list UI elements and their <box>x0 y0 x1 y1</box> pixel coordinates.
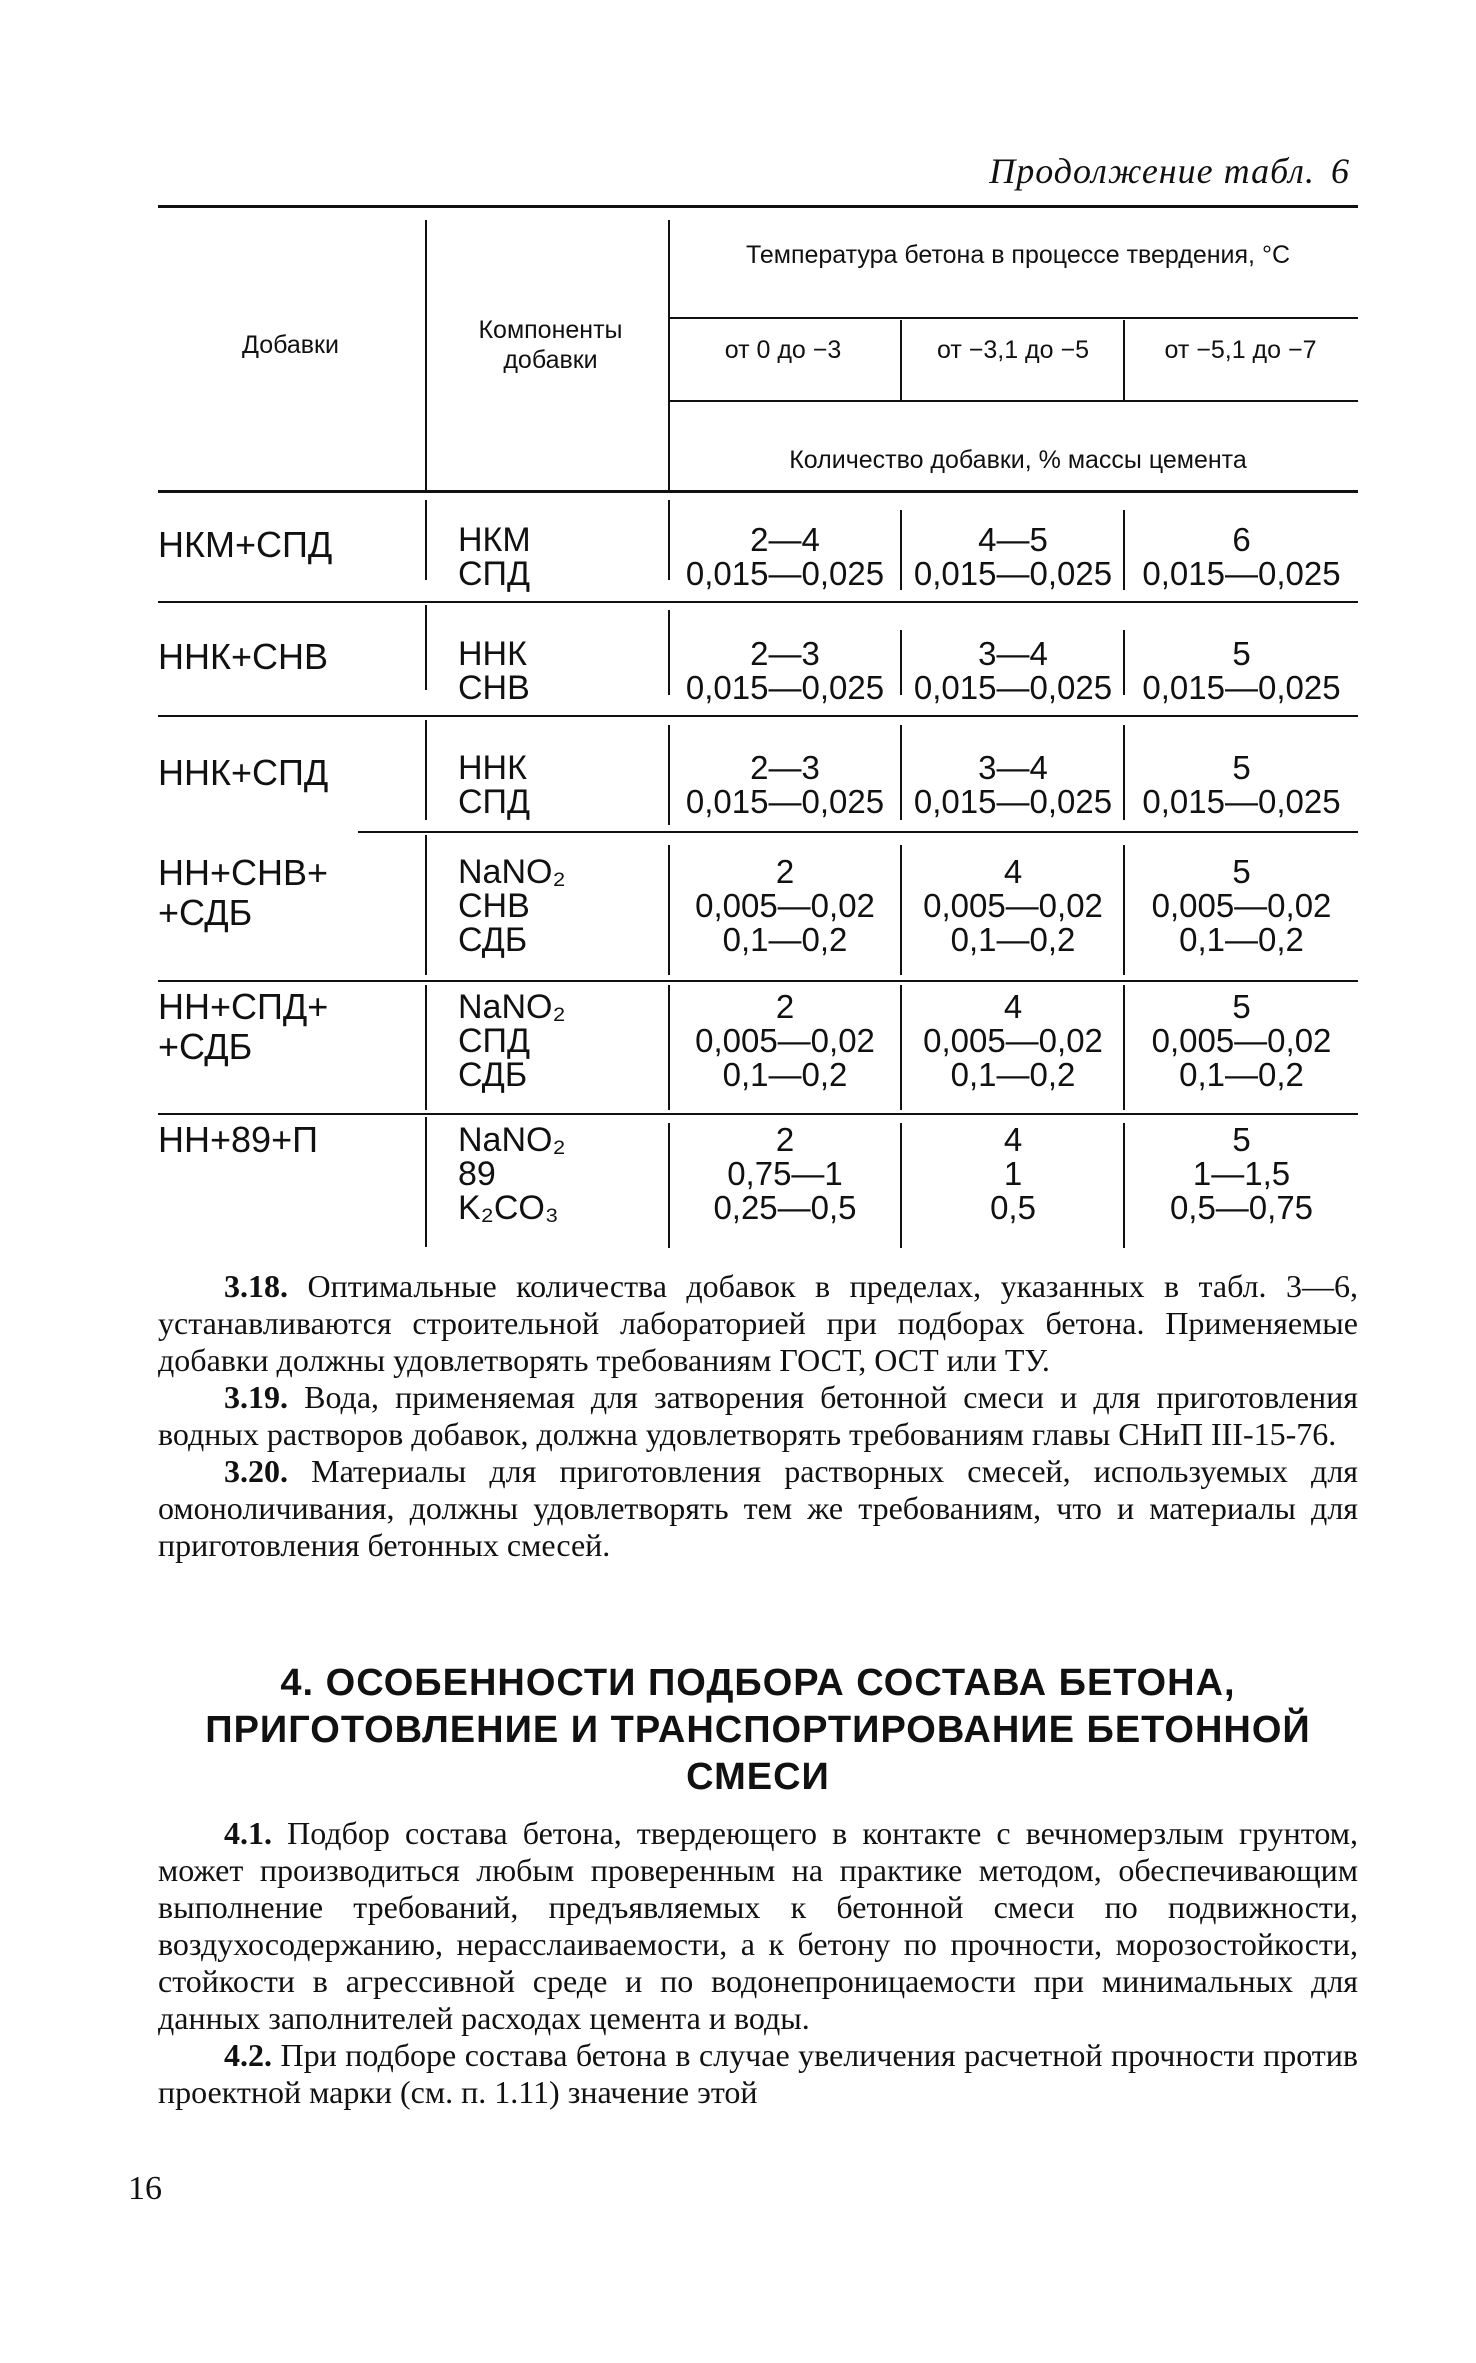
row-3-name: ННК+СПД <box>158 752 329 793</box>
table-number: 6 <box>1331 151 1350 191</box>
row-2-components: ННК СНВ <box>458 635 530 707</box>
row-3-col-2: 3—4 0,015—0,025 <box>913 749 1113 820</box>
row-1-col-2: 4—5 0,015—0,025 <box>913 521 1113 592</box>
temperature-header: Температура бетона в процессе твердения, °С <box>746 241 1290 269</box>
row-4-name: НН+СНВ+ +СДБ <box>158 852 329 933</box>
row-2-name: ННК+СНВ <box>158 636 328 677</box>
section-4-title: 4. ОСОБЕННОСТИ ПОДБОРА СОСТАВА БЕТОНА, ПРИГОТОВЛЕНИЕ И ТРАНСПОРТИРОВАНИЕ БЕТОННОЙ СМЕСИ <box>205 1662 1311 1798</box>
table-continuation-caption <box>940 150 1350 192</box>
row-6-col-1: 2 0,75—1 0,25—0,5 <box>713 1121 857 1226</box>
row-3-col-1: 2—3 0,015—0,025 <box>685 749 885 820</box>
paragraph-4-2: 4.2. При подборе состава бетона в случае увеличения расчетной прочности против проектной марки (см. п. 1.11) значение этой <box>158 2037 1359 2110</box>
row-2-col-3: 5 0,015—0,025 <box>1142 635 1341 706</box>
row-3-components: ННК СПД <box>458 749 531 821</box>
row-6-components: NaNO₂ 89 K₂CO₃ <box>458 1121 566 1227</box>
paragraph-4-1: 4.1. Подбор состава бетона, твердеющего в контакте с вечномерзлым грунтом, может производиться любым проверенным на практике методом, обеспечивающим выполнение требований, предъявляемых к бетонной смеси по подвижности, воздухосодержанию, нерасслаиваемости, а к бетону по прочности, морозостойкости, стойкости в агрессивной среде и по водонепроницаемости при минимальных для данных заполнителей расходах цемента и воды. <box>158 1815 1359 2036</box>
row-4-col-1: 2 0,005—0,02 0,1—0,2 <box>695 853 875 958</box>
col-header-additives: Добавки <box>242 331 339 359</box>
row-2-col-2: 3—4 0,015—0,025 <box>913 635 1113 706</box>
temp-range-3: от −5,1 до −7 <box>1164 336 1317 364</box>
row-5-components: NaNO₂ СПД СДБ <box>458 988 566 1094</box>
paragraph-3-19: 3.19. Вода, применяемая для затворения бетонной смеси и для приготовления водных растворов добавок, должна удовлетворять требованиям главы СНиП III-15-76. <box>158 1379 1359 1452</box>
row-4-col-2: 4 0,005—0,02 0,1—0,2 <box>923 853 1103 958</box>
row-5-name: НН+СПД+ +СДБ <box>158 986 329 1067</box>
row-1-col-3: 6 0,015—0,025 <box>1142 521 1341 592</box>
row-3-col-3: 5 0,015—0,025 <box>1142 749 1341 820</box>
row-5-col-2: 4 0,005—0,02 0,1—0,2 <box>923 988 1103 1093</box>
amount-header: Количество добавки, % массы цемента <box>789 446 1247 474</box>
row-1-col-1: 2—4 0,015—0,025 <box>685 521 885 592</box>
paragraph-3-20: 3.20. Материалы для приготовления растворных смесей, используемых для омоноличивания, должны удовлетворять тем же требованиям, что и материалы для приготовления бетонных смесей. <box>158 1453 1359 1563</box>
row-6-name: НН+89+П <box>158 1119 318 1160</box>
row-1-name: НКМ+СПД <box>158 524 333 565</box>
row-5-col-3: 5 0,005—0,02 0,1—0,2 <box>1151 988 1332 1093</box>
temp-range-1: от 0 до −3 <box>724 336 842 364</box>
row-1-components: НКМ СПД <box>458 521 531 593</box>
paragraphs-block-3 <box>158 1268 1358 1564</box>
row-4-components: NaNO₂ СНВ СДБ <box>458 853 566 959</box>
temp-range-2: от −3,1 до −5 <box>937 336 1089 364</box>
col-header-components: Компоненты добавки <box>478 316 623 374</box>
row-5-col-1: 2 0,005—0,02 0,1—0,2 <box>695 988 875 1093</box>
page-number: 16 <box>128 2170 162 2207</box>
row-2-col-1: 2—3 0,015—0,025 <box>685 635 885 706</box>
continuation-label: Продолжение табл. <box>989 151 1315 191</box>
row-6-col-3: 5 1—1,5 0,5—0,75 <box>1169 1121 1314 1226</box>
row-6-col-2: 4 1 0,5 <box>990 1121 1036 1226</box>
paragraph-3-18: 3.18. Оптимальные количества добавок в пределах, указанных в табл. 3—6, устанавливаются строительной лабораторией при подборах бетона. Применяемые добавки должны удовлетворять требованиям ГОСТ, ОСТ или ТУ. <box>158 1268 1359 1378</box>
paragraphs-block-4 <box>158 1815 1358 2111</box>
row-4-col-3: 5 0,005—0,02 0,1—0,2 <box>1151 853 1332 958</box>
